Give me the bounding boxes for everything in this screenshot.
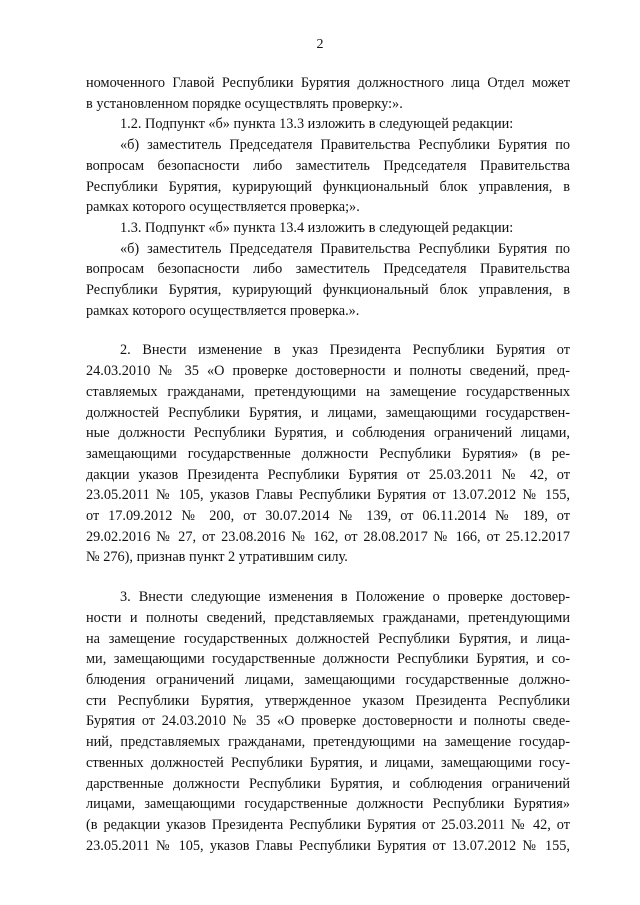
text-line: 29.02.2016 № 27, от 23.08.2016 № 162, от 28.08.2017 № 166, от 25.12.2017 — [86, 528, 570, 545]
paragraph-continuation — [86, 73, 570, 114]
text-line: ми, замещающими государственные должности Республики Бурятия, и со- — [86, 651, 570, 668]
text-line: дарственные должности Республики Бурятия, и соблюдения ограничений — [86, 775, 570, 792]
text-line: замещающими государственные должности Республики Бурятия» (в ре- — [86, 445, 570, 462]
text-line: 1.2. Подпункт «б» пункта 13.3 изложить в следующей редакции: — [120, 116, 514, 133]
text-line: 23.05.2011 № 105, указов Главы Республики Бурятия от 13.07.2012 № 155, — [86, 487, 570, 504]
text-line: 2. Внести изменение в указ Президента Республики Бурятия от — [120, 342, 570, 359]
text-line: 23.05.2011 № 105, указов Главы Республики Бурятия от 13.07.2012 № 155, — [86, 837, 570, 854]
text-line: 24.03.2010 № 35 «О проверке достоверности и полноты сведений, пред- — [86, 363, 570, 380]
text-line: Бурятия от 24.03.2010 № 35 «О проверке достоверности и полноты сведе- — [86, 713, 570, 730]
text-line: «б) заместитель Председателя Правительства Республики Бурятия по — [120, 137, 570, 154]
paragraph-3 — [86, 587, 570, 856]
text-line: сти Республики Бурятия, утвержденное указом Президента Республики — [86, 692, 570, 709]
text-line: дакции указов Президента Республики Бурятия от 25.03.2011 № 42, от — [86, 466, 570, 483]
text-line: Республики Бурятия, курирующий функциональный блок управления, в — [86, 178, 570, 195]
paragraph-1-3-quote — [86, 239, 570, 322]
text-line: 1.3. Подпункт «б» пункта 13.4 изложить в следующей редакции: — [120, 219, 514, 236]
document-body — [86, 73, 570, 856]
paragraph-gap — [86, 321, 570, 340]
page-number: 2 — [316, 37, 324, 52]
paragraph-1-2 — [86, 114, 570, 135]
text-line: рамках которого осуществляется проверка.». — [86, 302, 360, 319]
text-line: № 276), признав пункт 2 утратившим силу. — [86, 549, 348, 566]
text-line: должностей Республики Бурятия, и лицами, замещающими государствен- — [86, 404, 570, 421]
text-line: ственных должностей Республики Бурятия, и лицами, замещающими госу- — [86, 754, 570, 771]
text-line: рамках которого осуществляется проверка;». — [86, 199, 360, 216]
text-line: вопросам безопасности либо заместитель Председателя Правительства — [86, 157, 570, 174]
text-line: ний, представляемых гражданами, претендующими на замещение государ- — [86, 734, 570, 751]
paragraph-1-3 — [86, 218, 570, 239]
text-line: ставляемых гражданами, претендующими на замещение государственных — [86, 383, 570, 400]
text-line: блюдения ограничений лицами, замещающими государственные должно- — [86, 671, 570, 688]
text-line: 3. Внести следующие изменения в Положение о проверке достовер- — [120, 589, 570, 606]
text-line: ности и полноты сведений, представляемых гражданами, претендующими — [86, 609, 570, 626]
text-line: лицами, замещающими государственные должности Республики Бурятия» — [86, 796, 570, 813]
text-line: от 17.09.2012 № 200, от 30.07.2014 № 139, от 06.11.2014 № 189, от — [86, 508, 570, 525]
text-line: на замещение государственных должностей Республики Бурятия, и лица- — [86, 630, 570, 647]
text-line: ные должности Республики Бурятия, и соблюдения ограничений лицами, — [86, 425, 570, 442]
text-line: «б) заместитель Председателя Правительства Республики Бурятия по — [120, 240, 570, 257]
text-line: номоченного Главой Республики Бурятия должностного лица Отдел может — [86, 75, 570, 91]
text-line: (в редакции указов Президента Республики Бурятия от 25.03.2011 № 42, от — [86, 816, 570, 833]
paragraph-1-2-quote — [86, 135, 570, 218]
paragraph-gap — [86, 568, 570, 587]
text-line: в установленном порядке осуществлять проверку:». — [86, 95, 403, 112]
paragraph-2 — [86, 340, 570, 568]
text-line: вопросам безопасности либо заместитель Председателя Правительства — [86, 261, 570, 278]
text-line: Республики Бурятия, курирующий функциональный блок управления, в — [86, 282, 570, 299]
